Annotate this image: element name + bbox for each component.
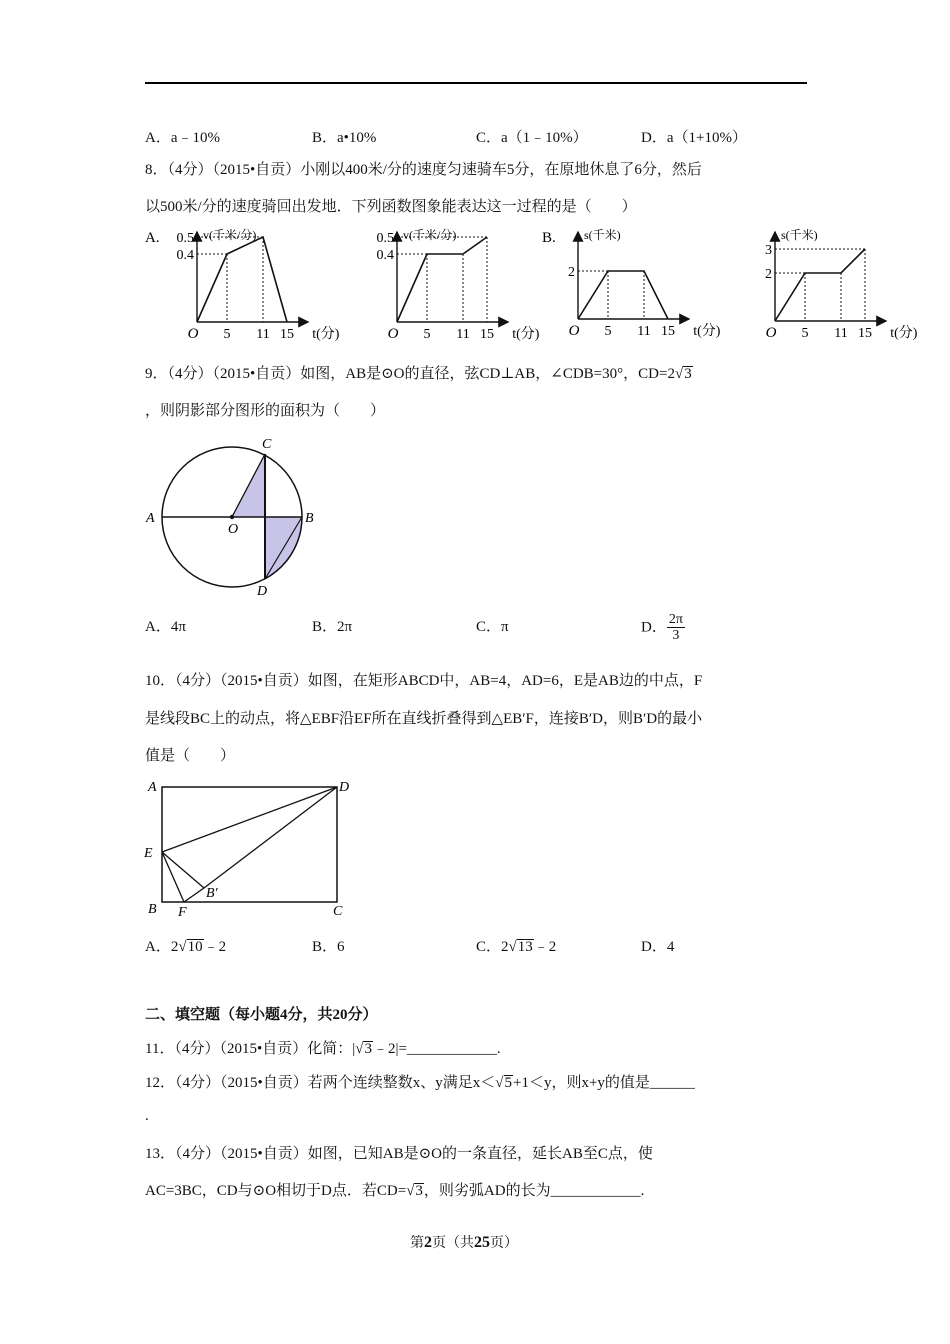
q8-graphs — [140, 222, 940, 347]
q12-continuation: . — [145, 1108, 149, 1124]
q7-option-d: D．a（1+10%） — [641, 130, 747, 146]
q10-option-d: D．4 — [641, 939, 675, 955]
q10-segment-fbp — [184, 888, 204, 902]
q10-segment-bpd — [204, 787, 337, 888]
q9-label-c: C — [262, 437, 272, 452]
q8-graph-a-xtick-2: 15 — [280, 327, 294, 342]
q8-graph-a-xtick-1: 11 — [256, 327, 270, 342]
q8-graph-b-xtick-2: 15 — [480, 327, 494, 342]
q8-graph-a-origin: O — [187, 326, 199, 342]
q8-graph-d-series-line — [775, 249, 865, 321]
q10-line1: 10．（4分）（2015•自贡）如图，在矩形ABCD中，AB=4，AD=6，E是AB边的中点，F — [145, 673, 703, 689]
q13-line1: 13．（4分）（2015•自贡）如图，已知AB是⊙O的一条直径，延长AB至C点，使 — [145, 1146, 653, 1162]
q8-graph-d-xtick-0: 5 — [801, 326, 809, 341]
q8-graph-b-ytick-0: 0.5 — [376, 231, 394, 246]
q10-label-d: D — [339, 780, 350, 795]
header-rule — [145, 82, 807, 84]
q8-graph-c-xtick-2: 15 — [661, 324, 675, 339]
q8-graph-d-xtick-1: 11 — [834, 326, 848, 341]
q8-line1: 8．（4分）（2015•自贡）小刚以400米/分的速度匀速骑车5分，在原地休息了6分，然后 — [145, 162, 702, 178]
q8-graph-d-origin: O — [765, 325, 777, 341]
q8-graph-b-option-label: B. — [542, 230, 556, 246]
q10-label-f: F — [178, 905, 187, 920]
q9-option-a: A．4π — [145, 619, 186, 635]
q8-graph-b-xtick-1: 11 — [456, 327, 470, 342]
q12: 12．（4分）（2015•自贡）若两个连续整数x、y满足x＜√5+1＜y，则x+y的值是______ — [145, 1075, 695, 1091]
q7-option-b: B．a•10% — [312, 130, 377, 146]
q8-line2: 以500米/分的速度骑回出发地．下列函数图象能表达这一过程的是（ ） — [145, 199, 637, 215]
q13-line2: AC=3BC，CD与⊙O相切于D点．若CD=√3，则劣弧AD的长为____________. — [145, 1183, 645, 1199]
q10-segment-ed — [162, 787, 337, 852]
q8-graph-c-xlabel: t(分) — [693, 324, 721, 339]
q8-graph-b-series-line — [397, 237, 487, 322]
q9-label-a: A — [146, 511, 155, 526]
q9-line1-text: 9．（4分）（2015•自贡）如图，AB是⊙O的直径，弦CD⊥AB，∠CDB=30°，CD= — [145, 366, 668, 382]
q9-figure — [140, 432, 330, 602]
q8-graph-c-ylabel: s(千米) — [584, 228, 621, 242]
q8-graph-a-xtick-0: 5 — [223, 327, 231, 342]
q8-graph-b-ylabel: v(千米/分) — [403, 228, 457, 242]
q10-figure — [140, 775, 365, 920]
q11: 11．（4分）（2015•自贡）化简：|√3﹣2|=____________. — [145, 1041, 501, 1057]
q9-option-c: C．π — [476, 619, 509, 635]
q9-line1 — [145, 362, 693, 383]
q8-graph-b-ytick-1: 0.4 — [376, 248, 394, 263]
q8-graph-d-ytick-1: 2 — [765, 267, 772, 282]
q10-label-c: C — [333, 904, 343, 919]
q8-graph-a-ytick-0: 0.5 — [176, 231, 194, 246]
q9-label-b: B — [305, 511, 314, 526]
q8-graph-c-xtick-1: 11 — [637, 324, 651, 339]
page-footer: 第2页（共25页） — [410, 1234, 518, 1251]
q8-graph-c-xtick-0: 5 — [604, 324, 612, 339]
q8-graph-c-series-line — [578, 271, 668, 319]
q8-graph-a-ylabel: v(千米/分) — [203, 228, 257, 242]
q10-line2: 是线段BC上的动点，将△EBF沿EF所在直线折叠得到△EB′F，连接B′D，则B′D的最小 — [145, 711, 703, 727]
q8-graph-b-origin: O — [387, 326, 399, 342]
q8-graph-c-ytick-0: 2 — [568, 265, 575, 280]
q8-graph-c-origin: O — [568, 323, 580, 339]
q10-option-b: B．6 — [312, 939, 345, 955]
q7-option-c: C．a（1﹣10%） — [476, 130, 588, 146]
q9-cd-value: 2√3 — [667, 366, 692, 382]
section2-title: 二、填空题（每小题4分，共20分） — [145, 1007, 378, 1023]
q8-graph-b-xtick-0: 5 — [423, 327, 431, 342]
q8-graph-d-ytick-0: 3 — [765, 243, 772, 258]
q9-option-d-fraction: $\frac{2\pi}{3}$ — [668, 612, 683, 644]
q10-label-a: A — [148, 780, 157, 795]
q10-option-a: A．2√10﹣2 — [145, 939, 227, 955]
q8-graph-a-xlabel: t(分) — [312, 327, 340, 342]
q9-center-dot — [230, 515, 234, 519]
q8-graph-d-ylabel: s(千米) — [781, 228, 818, 242]
q9-option-d: D． $\frac{2\pi}{3}$ — [641, 612, 683, 644]
q10-label-bprime: B′ — [206, 886, 218, 901]
q7-option-a: A．a﹣10% — [145, 130, 220, 146]
q8-graph-a-series-line — [197, 237, 287, 322]
q10-segment-ef — [162, 852, 184, 902]
q8-graph-a-ytick-1: 0.4 — [176, 248, 194, 263]
q9-line2: ，则阴影部分图形的面积为（ ） — [145, 403, 386, 419]
q10-label-b: B — [148, 902, 157, 917]
q8-graph-d-xtick-2: 15 — [858, 326, 872, 341]
q8-graph-d-xlabel: t(分) — [890, 326, 918, 341]
q9-label-o: O — [228, 522, 239, 537]
q9-option-b: B．2π — [312, 619, 353, 635]
q9-label-d: D — [257, 584, 268, 599]
q10-option-c: C．2√13﹣2 — [476, 939, 557, 955]
q10-rectangle — [162, 787, 337, 902]
q10-line3: 值是（ ） — [145, 748, 236, 764]
q8-graph-a-option-label: A. — [145, 230, 160, 246]
q8-graph-b-xlabel: t(分) — [512, 327, 540, 342]
q10-label-e: E — [144, 846, 153, 861]
q10-segment-ebp — [162, 852, 204, 888]
